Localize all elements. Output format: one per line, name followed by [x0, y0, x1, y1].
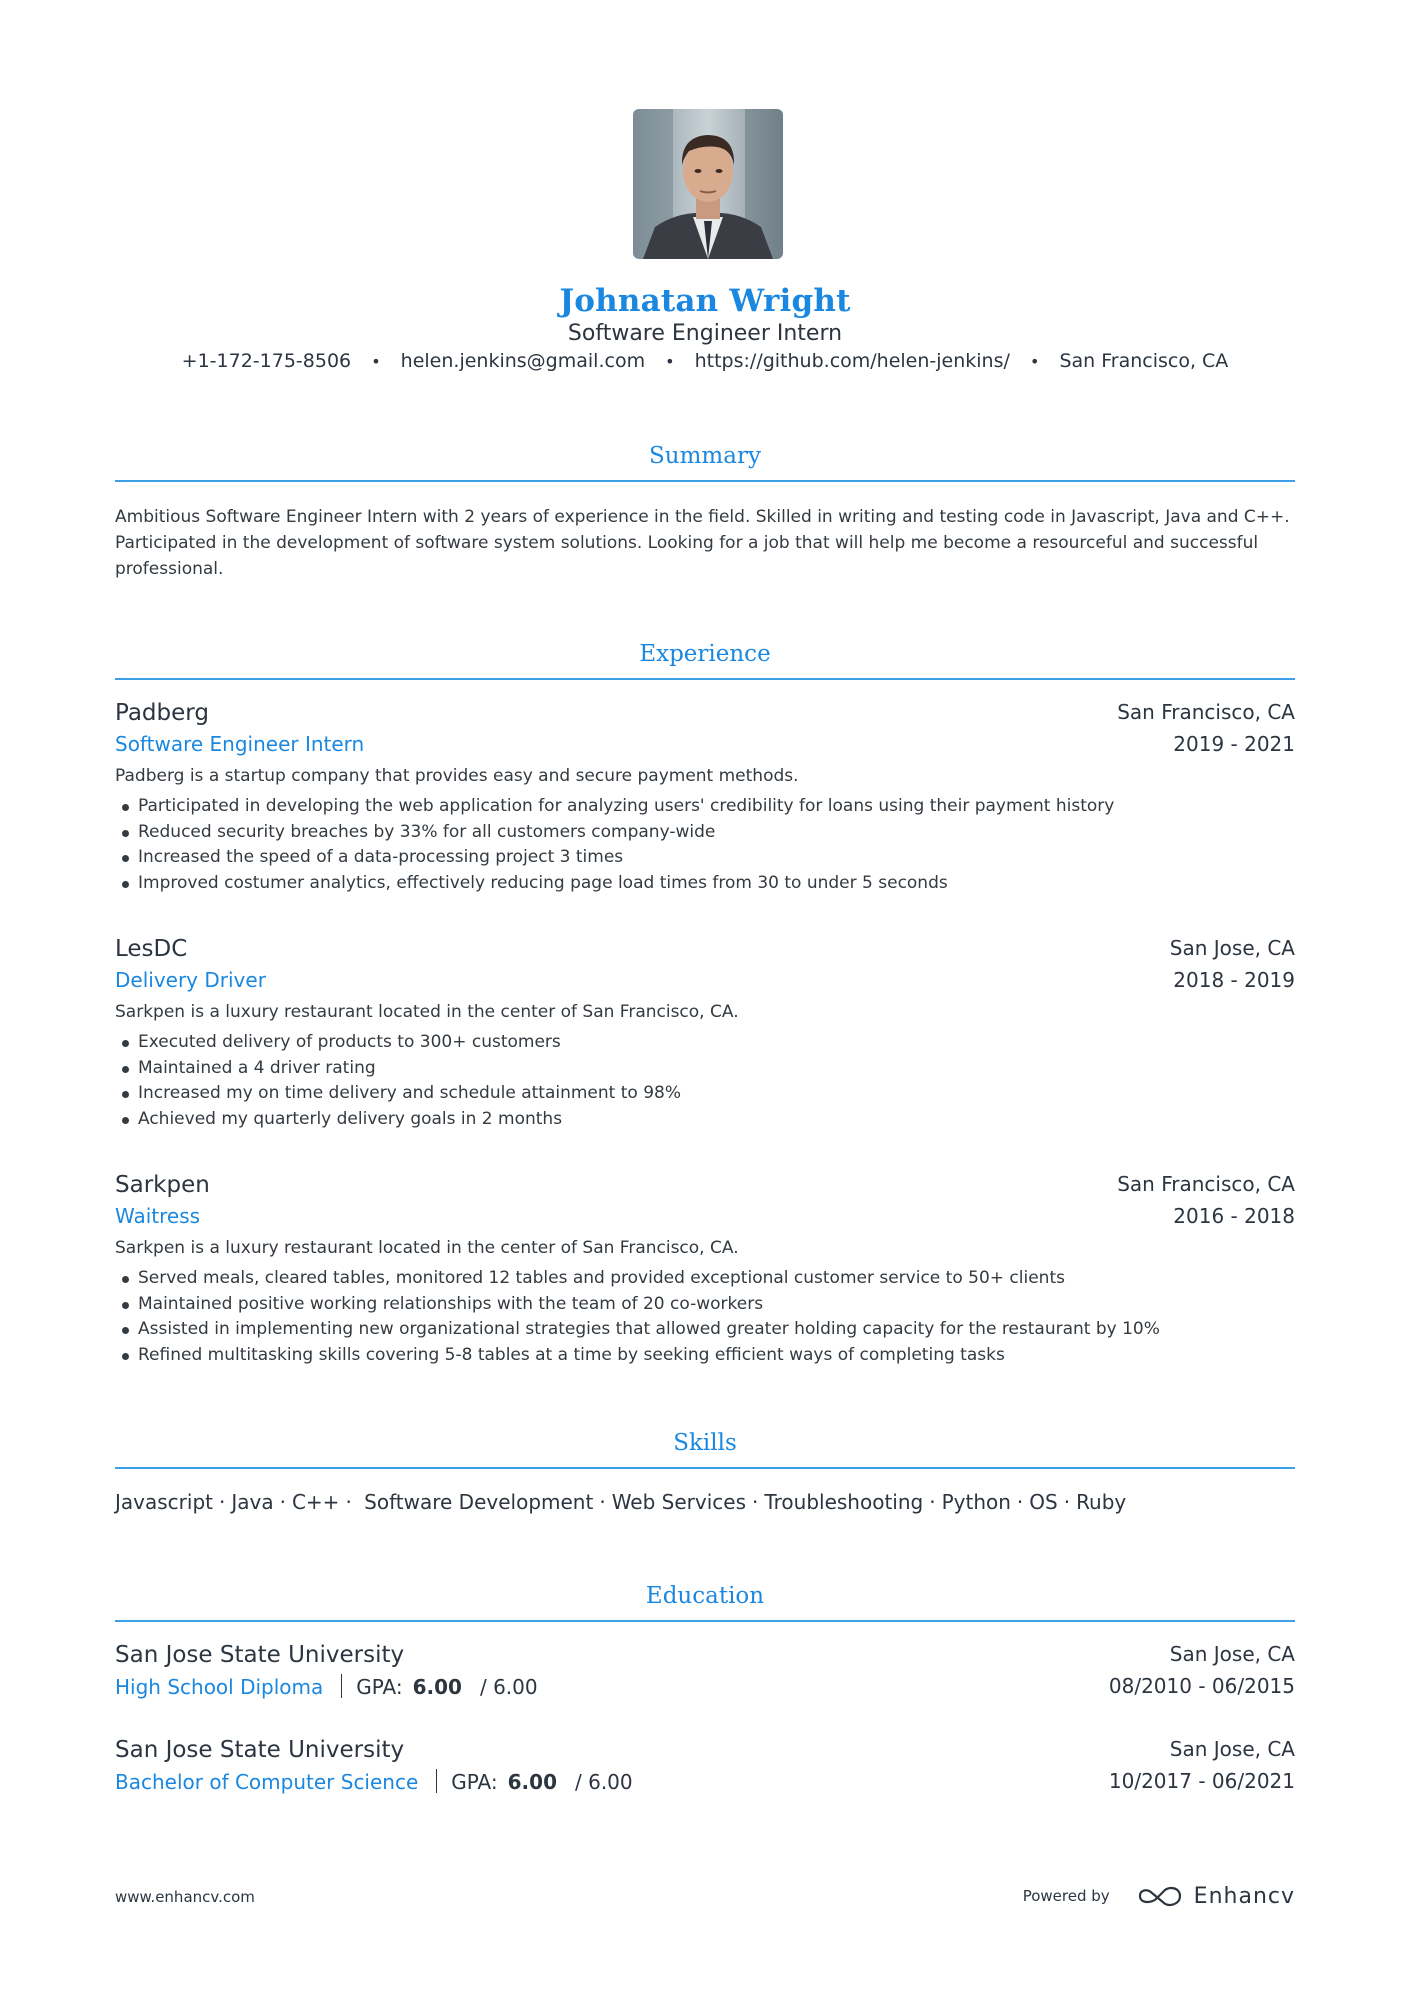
- skill-separator: ·: [599, 1490, 606, 1514]
- company-name: LesDC: [115, 936, 188, 962]
- experience-entry: [115, 936, 1295, 1136]
- skill-separator: ·: [751, 1490, 759, 1514]
- skill-separator: ·: [1016, 1490, 1024, 1514]
- skill-item: Troubleshooting: [764, 1490, 924, 1514]
- skill-separator: ·: [218, 1490, 226, 1514]
- powered-by-label: Powered by: [1022, 1887, 1110, 1905]
- skill-item: Javascript: [115, 1490, 213, 1514]
- contact-separator: •: [1029, 352, 1040, 371]
- gpa-label: GPA:: [451, 1770, 498, 1794]
- achievement-item: Served meals, cleared tables, monitored 12 tables and provided exceptional customer service to 50+ clients: [115, 1266, 1160, 1292]
- job-role: Software Engineer Intern: [115, 732, 365, 756]
- gpa-value: 6.00: [507, 1770, 557, 1794]
- experience-entry: [115, 1172, 1295, 1372]
- gpa-max: / 6.00: [575, 1770, 633, 1794]
- achievement-item: Improved costumer analytics, effectively reducing page load times from 30 to under 5 seconds: [115, 871, 1114, 897]
- achievement-item: Achieved my quarterly delivery goals in 2 months: [115, 1107, 681, 1133]
- school-name: San Jose State University: [115, 1642, 405, 1668]
- enhancv-logo-icon: [1136, 1884, 1184, 1908]
- footer-website[interactable]: www.enhancv.com: [115, 1888, 255, 1906]
- section-divider: [115, 1467, 1295, 1469]
- skill-item: Web Services: [611, 1490, 746, 1514]
- school-location: San Jose, CA: [1169, 1737, 1295, 1761]
- achievement-item: Increased the speed of a data-processing project 3 times: [115, 845, 1114, 871]
- phone[interactable]: +1-172-175-8506: [181, 350, 352, 372]
- company-description: Padberg is a startup company that provides easy and secure payment methods.: [115, 766, 799, 786]
- job-dates: 2016 - 2018: [1173, 1204, 1295, 1228]
- skill-item: Ruby: [1076, 1490, 1127, 1514]
- skill-separator: ·: [929, 1490, 936, 1514]
- skill-item: Software Development: [364, 1490, 594, 1514]
- job-role: Waitress: [115, 1204, 201, 1228]
- skill-item: Python: [941, 1490, 1011, 1514]
- contact-separator: •: [665, 352, 675, 371]
- skill-item: OS: [1029, 1490, 1058, 1514]
- school-location: San Jose, CA: [1169, 1642, 1295, 1666]
- profile-photo: [633, 109, 783, 259]
- skill-item: C++: [291, 1490, 340, 1514]
- gpa-max: / 6.00: [479, 1675, 538, 1699]
- company-description: Sarkpen is a luxury restaurant located in the center of San Francisco, CA.: [115, 1002, 739, 1022]
- skills-list: [115, 1490, 1126, 1514]
- achievement-item: Participated in developing the web application for analyzing users' credibility for loans using their payment history: [115, 794, 1114, 820]
- job-dates: 2019 - 2021: [1173, 732, 1295, 756]
- achievement-list: [115, 1266, 1160, 1368]
- gpa-label: GPA:: [356, 1675, 403, 1699]
- github-link[interactable]: https://github.com/helen-jenkins/: [694, 350, 1010, 372]
- job-location: San Jose, CA: [1169, 936, 1295, 960]
- education-heading: Education: [645, 1583, 765, 1609]
- degree-line: [115, 1769, 633, 1794]
- degree-name: High School Diploma: [115, 1675, 324, 1699]
- job-role: Delivery Driver: [115, 968, 266, 992]
- job-dates: 2018 - 2019: [1173, 968, 1295, 992]
- education-entry: [115, 1737, 1295, 1797]
- vertical-divider: [341, 1674, 342, 1698]
- achievement-list: [115, 794, 1114, 896]
- section-divider: [115, 678, 1295, 680]
- company-description: Sarkpen is a luxury restaurant located in the center of San Francisco, CA.: [115, 1238, 739, 1258]
- company-name: Padberg: [115, 700, 209, 726]
- achievement-item: Reduced security breaches by 33% for all customers company-wide: [115, 820, 1114, 846]
- degree-name: Bachelor of Computer Science: [115, 1770, 419, 1794]
- achievement-item: Maintained positive working relationships with the team of 20 co-workers: [115, 1292, 1160, 1318]
- summary-heading: Summary: [649, 443, 761, 469]
- education-dates: 10/2017 - 06/2021: [1108, 1769, 1295, 1793]
- candidate-title: Software Engineer Intern: [567, 321, 843, 346]
- skills-heading: Skills: [673, 1430, 737, 1456]
- education-entry: [115, 1642, 1295, 1702]
- email[interactable]: helen.jenkins@gmail.com: [400, 350, 646, 372]
- brand-name: Enhancv: [1193, 1883, 1295, 1909]
- gpa-value: 6.00: [412, 1675, 462, 1699]
- contact-separator: •: [371, 352, 381, 371]
- achievement-item: Refined multitasking skills covering 5-8 tables at a time by seeking efficient ways of completing tasks: [115, 1343, 1160, 1369]
- job-location: San Francisco, CA: [1117, 700, 1295, 724]
- achievement-item: Maintained a 4 driver rating: [115, 1056, 681, 1082]
- achievement-item: Assisted in implementing new organizational strategies that allowed greater holding capacity for the restaurant by 10%: [115, 1317, 1160, 1343]
- experience-entry: [115, 700, 1295, 900]
- achievement-list: [115, 1030, 681, 1132]
- contact-line: [0, 350, 1410, 372]
- footer-branding[interactable]: [1023, 1879, 1295, 1913]
- location: San Francisco, CA: [1059, 350, 1229, 372]
- education-dates: 08/2010 - 06/2015: [1108, 1674, 1295, 1698]
- section-divider: [115, 480, 1295, 482]
- job-location: San Francisco, CA: [1117, 1172, 1295, 1196]
- school-name: San Jose State University: [115, 1737, 405, 1763]
- skill-separator: ·: [1063, 1490, 1071, 1514]
- company-name: Sarkpen: [115, 1172, 210, 1198]
- section-divider: [115, 1620, 1295, 1622]
- skill-item: Java: [231, 1490, 274, 1514]
- experience-heading: Experience: [639, 641, 771, 667]
- degree-line: [115, 1674, 538, 1699]
- summary-text: Ambitious Software Engineer Intern with 2 years of experience in the field. Skilled in writing and testing code in Javascript, Java and C++. Participated in the development of software system solutions. Looking for a job that will help me become a resourceful and successful professional.: [115, 507, 1290, 579]
- achievement-item: Increased my on time delivery and schedule attainment to 98%: [115, 1081, 681, 1107]
- skill-separator: ·: [345, 1490, 352, 1514]
- vertical-divider: [436, 1769, 437, 1793]
- candidate-name: Johnatan Wright: [559, 283, 851, 319]
- portrait-image: [633, 109, 783, 259]
- skill-separator: ·: [279, 1490, 286, 1514]
- achievement-item: Executed delivery of products to 300+ customers: [115, 1030, 681, 1056]
